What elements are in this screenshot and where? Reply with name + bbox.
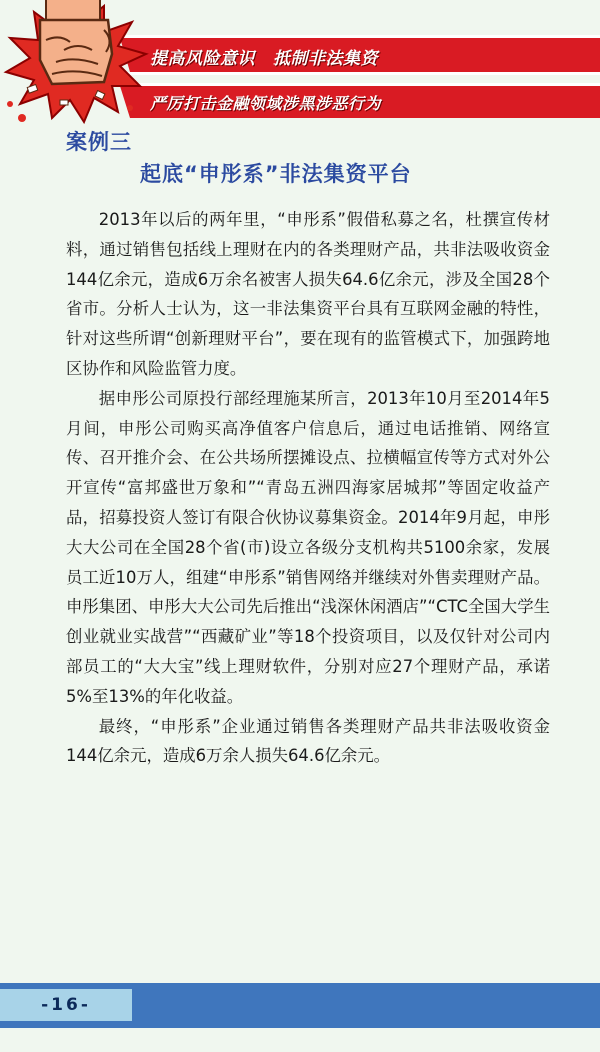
slogan-line-1 <box>150 44 378 69</box>
case-label: 案例三 <box>66 130 132 154</box>
article-body <box>66 205 550 771</box>
slogan-part-2: 抵制非法集资 <box>273 49 378 69</box>
paragraph: 最终，“申彤系”企业通过销售各类理财产品共非法吸收资金144亿余元，造成6万余人损失64.6亿余元。 <box>66 716 550 766</box>
paragraph: 据申彤公司原投行部经理施某所言，2013年10月至2014年5月间，申彤公司购买高净值客户信息后，通过电话推销、网络宣传、召开推介会、在公共场所摆摊设点、拉横幅宣传等方式对外公开宣传“富邦盛世万象和”“青岛五洲四海家居城邦”等固定收益产品，招募投资人签订有限合伙协议募集资金。2014年9月起，申彤大大公司在全国28个省(市)设立各级分支机构共5100余家，发展员工近10万人，组建“申彤系”销售网络并继续对外售卖理财产品。申彤集团、申彤大大公司先后推出“浅深休闲酒店”“CTC全国大学生创业就业实战营”“西藏矿业”等18个投资项目，以及仅针对公司内部员工的“大大宝”线上理财软件，分别对应27个理财产品，承诺5%至13%的年化收益。 <box>66 388 550 706</box>
slogan-part-1: 提高风险意识 <box>150 49 255 69</box>
header-banner <box>0 0 600 125</box>
paragraph: 2013年以后的两年里，“申彤系”假借私募之名，杜撰宣传材料，通过销售包括线上理财在内的各类理财产品，共非法吸收资金144亿余元，造成6万余名被害人损失64.6亿余元，涉及全国28个省市。分析人士认为，这一非法集资平台具有互联网金融的特性，针对这些所谓“创新理财平台”，要在现有的监管模式下，加强跨地区协作和风险监管力度。 <box>66 210 550 378</box>
case-title: 起底“申彤系”非法集资平台 <box>140 162 412 186</box>
page-number: -16- <box>0 989 132 1021</box>
slogan-line-2: 严厉打击金融领域涉黑涉恶行为 <box>150 94 382 113</box>
